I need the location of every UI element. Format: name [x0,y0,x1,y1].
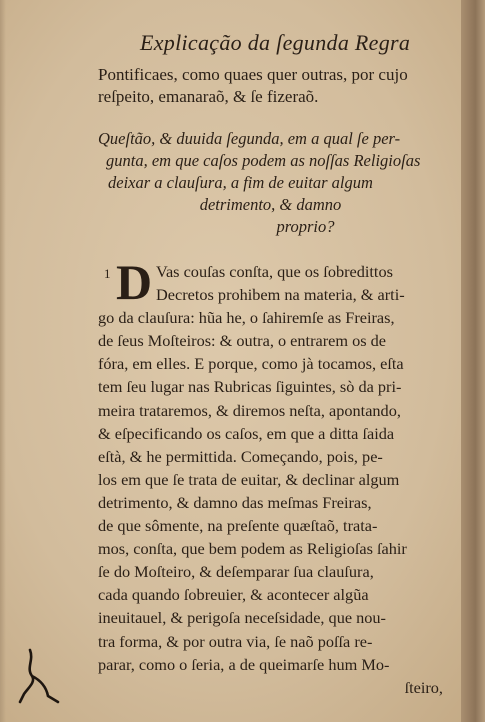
text-line: gunta, em que caſos podem as noſſas Religioſas [106,151,421,170]
drop-cap: D [116,254,153,310]
body-paragraph [98,254,443,699]
text-line: ſe do Moſteiro, & deſemparar ſua clauſura, [98,562,374,582]
text-line: detrimento, & damno das meſmas Freiras, [98,492,372,512]
text-line: meira trataremos, & diremos neſta, apontando, [98,400,401,420]
intro-paragraph [98,64,443,108]
text-line: Pontificaes, como quaes quer outras, por cujo [98,65,408,84]
text-line: detrimento, & damno [199,195,342,214]
text-line: cada quando ſobreuier, & acontecer algũa [98,585,369,605]
text-line: eſtà, & he permittida. Começando, pois, pe- [98,446,383,466]
text-line: parar, como o ſeria, a de queimarſe hum Mo- [98,654,390,674]
paragraph-number: 1 [104,266,111,281]
text-line: mos, conſta, que bem podem as Religioſas ſahir [98,539,407,559]
text-line: & eſpecificando os caſos, em que a ditta ſaida [98,423,395,443]
binding-fold [461,0,485,722]
ink-mark-icon [18,646,64,706]
text-line: reſpeito, emanaraõ, & ſe fizeraõ. [98,87,319,106]
text-line: fóra, em elles. E porque, como jà tocamos, eſta [98,354,404,374]
text-line: Vas couſas conſta, que os ſobredittos [156,262,393,281]
page-edge [0,0,6,722]
text-line: Decretos prohibem na materia, & arti- [156,285,405,305]
text-line: de ſeus Moſteiros: & outra, o entrarem os de [98,331,387,351]
text-line: proprio? [276,217,335,236]
text-line: los em que ſe trata de euitar, & declinar algum [98,469,400,489]
text-line: Queſtão, & duuida ſegunda, em a qual ſe per- [98,129,401,148]
running-header: Explicação da ſegunda Regra [140,30,411,55]
text-line: de que sômente, na preſente quæſtaõ, trata- [98,516,378,536]
text-line: tem ſeu lugar nas Rubricas ſiguintes, sò da pri- [98,377,402,397]
text-line: ineuitauel, & perigoſa neceſsidade, que nou- [98,608,386,628]
question-heading [98,128,443,238]
text-line: ſteiro, [404,677,443,697]
text-line: go da clauſura: hũa he, o ſahiremſe as Freiras, [98,308,395,328]
text-line: tra forma, & por outra via, ſe naõ poſſa re- [98,631,373,651]
text-line: deixar a clauſura, a fim de euitar algum [108,173,373,192]
